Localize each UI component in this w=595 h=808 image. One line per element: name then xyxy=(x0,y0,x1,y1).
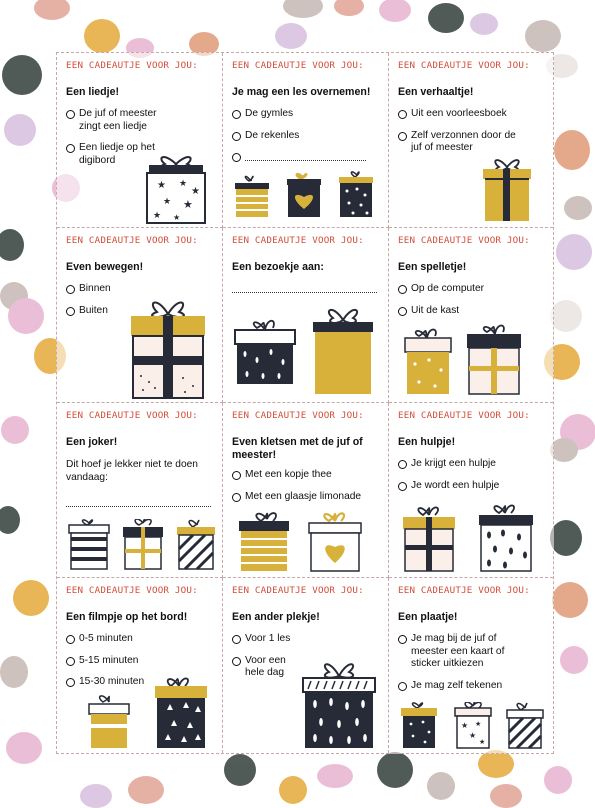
radio-circle-icon[interactable] xyxy=(398,307,407,316)
gift-stars-icon xyxy=(143,128,209,224)
radio-circle-icon[interactable] xyxy=(398,482,407,491)
option[interactable] xyxy=(232,130,380,143)
option-label: Met een glaasje limonade xyxy=(245,490,362,502)
radio-circle-icon[interactable] xyxy=(398,635,407,644)
coupon-card-exercise xyxy=(57,228,223,403)
card-header: EEN CADEAUTJE VOOR JOU: xyxy=(232,60,364,71)
radio-circle-icon[interactable] xyxy=(398,460,407,469)
svg-text:★: ★ xyxy=(479,739,486,746)
card-header: EEN CADEAUTJE VOOR JOU: xyxy=(66,585,198,596)
option[interactable] xyxy=(398,283,545,296)
coupon-card-picture xyxy=(389,578,553,753)
coupon-card-visit xyxy=(223,228,389,403)
option[interactable] xyxy=(232,491,380,504)
option[interactable] xyxy=(398,305,545,318)
option-label: Zelf verzonnen door de juf of meester xyxy=(411,129,516,153)
card-title: Een verhaaltje! xyxy=(398,86,474,98)
svg-text:★: ★ xyxy=(183,199,193,211)
option-label: Op de computer xyxy=(411,283,485,294)
card-header: EEN CADEAUTJE VOOR JOU: xyxy=(398,410,530,421)
option-label: Je wordt een hulpje xyxy=(411,479,500,491)
option-label: 0-5 minuten xyxy=(79,633,133,644)
svg-text:★: ★ xyxy=(461,721,469,730)
option-label: Uit de kast xyxy=(411,304,460,316)
card-header: EEN CADEAUTJE VOOR JOU: xyxy=(232,235,364,246)
coupon-card-helper xyxy=(389,403,553,578)
option-label: 5-15 minuten xyxy=(79,654,139,666)
gifts-icon xyxy=(401,503,543,575)
card-title: Een liedje! xyxy=(66,86,119,98)
card-header: EEN CADEAUTJE VOOR JOU: xyxy=(66,410,198,421)
option[interactable] xyxy=(398,633,545,671)
radio-circle-icon[interactable] xyxy=(66,657,75,666)
write-in-line[interactable] xyxy=(245,151,366,161)
option-label: Met een kopje thee xyxy=(245,469,332,480)
card-title: Even kletsen met de juf of meester! xyxy=(232,436,363,461)
radio-circle-icon[interactable] xyxy=(66,307,75,316)
svg-text:★: ★ xyxy=(191,186,200,197)
option[interactable] xyxy=(66,633,214,646)
radio-circle-icon[interactable] xyxy=(232,657,241,666)
card-title: Een joker! xyxy=(66,436,118,448)
option-label: Je mag bij de juf of meester een kaart of sticker uitkiezen xyxy=(411,633,505,669)
option-label: De gymles xyxy=(245,108,294,119)
option-label: 15-30 minuten xyxy=(79,676,145,687)
svg-text:★: ★ xyxy=(153,210,162,220)
svg-text:★: ★ xyxy=(163,196,172,206)
gifts-icon xyxy=(231,171,381,223)
coupon-grid xyxy=(57,53,553,753)
radio-circle-icon[interactable] xyxy=(232,153,241,162)
radio-circle-icon[interactable] xyxy=(66,635,75,644)
card-title: Een spelletje! xyxy=(398,261,467,273)
radio-circle-icon[interactable] xyxy=(66,285,75,294)
coupon-card-chat xyxy=(223,403,389,578)
gift-gold-icon xyxy=(481,151,533,223)
gifts-icon xyxy=(83,672,217,752)
option[interactable] xyxy=(398,458,545,471)
radio-circle-icon[interactable] xyxy=(232,635,241,644)
option-write-in[interactable] xyxy=(232,151,380,162)
gifts-icon xyxy=(237,511,377,575)
card-title: Een plaatje! xyxy=(398,611,458,623)
option-label: Binnen xyxy=(79,283,111,294)
option-label: Je krijgt een hulpje xyxy=(411,458,496,469)
gifts-icon xyxy=(67,519,217,575)
radio-circle-icon[interactable] xyxy=(398,132,407,141)
gift-large-icon xyxy=(301,652,377,750)
option-label: Buiten xyxy=(79,304,108,316)
option[interactable] xyxy=(398,108,545,121)
card-header: EEN CADEAUTJE VOOR JOU: xyxy=(66,235,198,246)
write-in-line[interactable] xyxy=(232,292,377,293)
svg-text:★: ★ xyxy=(179,178,188,188)
option[interactable] xyxy=(232,469,380,482)
card-header: EEN CADEAUTJE VOOR JOU: xyxy=(398,60,530,71)
card-header: EEN CADEAUTJE VOOR JOU: xyxy=(398,585,530,596)
card-title: Even bewegen! xyxy=(66,261,144,273)
card-title: Een bezoekje aan: xyxy=(232,261,324,273)
option[interactable] xyxy=(66,655,214,668)
radio-circle-icon[interactable] xyxy=(66,110,75,119)
radio-circle-icon[interactable] xyxy=(232,132,241,141)
svg-text:★: ★ xyxy=(157,180,166,191)
card-title: Een filmpje op het bord! xyxy=(66,611,188,623)
coupon-card-story xyxy=(389,53,553,228)
svg-text:★: ★ xyxy=(475,721,482,728)
coupon-card-place xyxy=(223,578,389,753)
option-label: Een liedje op het digibord xyxy=(79,142,155,166)
radio-circle-icon[interactable] xyxy=(66,144,75,153)
radio-circle-icon[interactable] xyxy=(232,493,241,502)
coupon-card-joker xyxy=(57,403,223,578)
svg-text:★: ★ xyxy=(173,213,181,222)
option-label: Voor 1 les xyxy=(245,633,291,644)
option[interactable] xyxy=(398,480,545,493)
write-in-line[interactable] xyxy=(66,506,211,507)
coupon-sheet xyxy=(56,52,554,754)
card-header: EEN CADEAUTJE VOOR JOU: xyxy=(398,235,530,246)
gifts-icon xyxy=(403,324,543,400)
radio-circle-icon[interactable] xyxy=(66,678,75,687)
gifts-icon xyxy=(233,304,383,400)
option-label: Je mag zelf tekenen xyxy=(411,679,503,691)
card-header: EEN CADEAUTJE VOOR JOU: xyxy=(66,60,198,71)
radio-circle-icon[interactable] xyxy=(232,471,241,480)
card-title: Een hulpje! xyxy=(398,436,456,448)
gifts-icon xyxy=(399,702,545,750)
card-header: EEN CADEAUTJE VOOR JOU: xyxy=(232,410,364,421)
svg-text:★: ★ xyxy=(469,731,477,740)
option-label: De juf of meester zingt een liedje xyxy=(79,108,157,132)
card-body: Dit hoef je lekker niet te doen vandaag: xyxy=(66,459,198,483)
radio-circle-icon[interactable] xyxy=(398,682,407,691)
gift-large-icon xyxy=(127,290,209,400)
option[interactable] xyxy=(398,680,545,693)
coupon-card-game xyxy=(389,228,553,403)
card-title: Een ander plekje! xyxy=(232,611,320,623)
radio-circle-icon[interactable] xyxy=(398,285,407,294)
card-header: EEN CADEAUTJE VOOR JOU: xyxy=(232,585,364,596)
card-title: Je mag een les overnemen! xyxy=(232,86,371,98)
option[interactable] xyxy=(232,108,380,121)
option-label: Uit een voorleesboek xyxy=(411,108,507,119)
radio-circle-icon[interactable] xyxy=(232,110,241,119)
option-label: Voor een hele dag xyxy=(245,654,286,678)
coupon-card-lesson xyxy=(223,53,389,228)
coupon-card-film xyxy=(57,578,223,753)
coupon-card-song xyxy=(57,53,223,228)
option-label: De rekenles xyxy=(245,129,300,141)
option[interactable] xyxy=(232,633,380,646)
radio-circle-icon[interactable] xyxy=(398,110,407,119)
